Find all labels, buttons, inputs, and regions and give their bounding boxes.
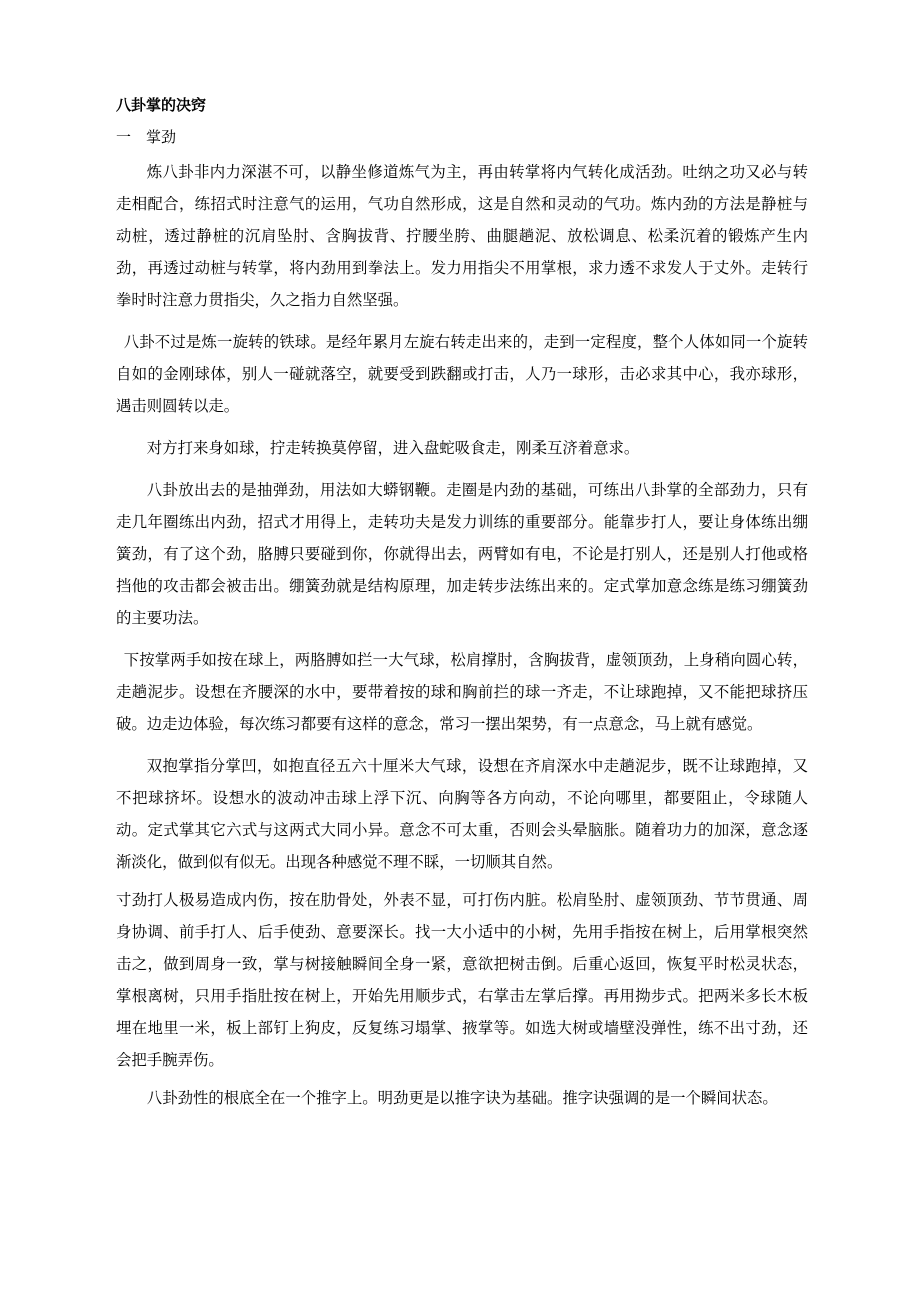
section-heading: 一 掌劲 [116, 128, 177, 146]
document-title: 八卦掌的决窍 [116, 96, 207, 114]
paragraph-press-palm: 下按掌两手如按在球上，两胳膊如拦一大气球，松肩撑肘，含胸拔背，虚领顶劲，上身稍向圆心转，走趟泥步。设想在齐腰深的水中，要带着按的球和胸前拦的球一齐走，不让球跑掉，又不能把球挤压破。边走边体验，每次练习都要有这样的意念，常习一摆出架势，有一点意念，马上就有感觉。 [116, 651, 808, 733]
paragraph-inch-force: 寸劲打人极易造成内伤，按在肋骨处，外表不显，可打伤内脏。松肩坠肘、虚领顶劲、节节贯通、周身协调、前手打人、后手使劲、意要深长。找一大小适中的小树，先用手指按在树上，后用掌根突然击之，做到周身一致，掌与树接触瞬间全身一紧，意欲把树击倒。后重心返回，恢复平时松灵状态，掌根离树，只用手指肚按在树上，开始先用顺步式，右掌击左掌后撑。再用拗步式。把两米多长木板埋在地里一米，板上部钉上狗皮，反复练习塌掌、掖掌等。如选大树或墙壁没弹性，练不出寸劲，还会把手腕弄伤。 [116, 891, 808, 1069]
document-body [116, 92, 808, 1114]
paragraph-spring-force: 八卦放出去的是抽弹劲，用法如大蟒钢鞭。走圈是内劲的基础，可练出八卦掌的全部劲力，只有走几年圈练出内劲，招式才用得上，走转功夫是发力训练的重要部分。能靠步打人，要让身体练出绷簧劲，有了这个劲，胳膊只要碰到你，你就得出去，两臂如有电，不论是打别人，还是别人打他或格挡他的攻击都会被击出。绷簧劲就是结构原理，加走转步法练出来的。定式掌加意念练是练习绷簧劲的主要功法。 [116, 481, 808, 627]
paragraph-iron-ball: 八卦不过是炼一旋转的铁球。是经年累月左旋右转走出来的，走到一定程度，整个人体如同一个旋转自如的金刚球体，别人一碰就落空，就要受到跌翻或打击，人乃一球形，击必求其中心，我亦球形，遇击则圆转以走。 [116, 333, 808, 415]
paragraph-neijin-training: 炼八卦非内力深湛不可，以静坐修道炼气为主，再由转掌将内气转化成活劲。吐纳之功又必与转走相配合，练招式时注意气的运用，气功自然形成，这是自然和灵动的气功。炼内劲的方法是静桩与动桩，透过静桩的沉肩坠肘、含胸拔背、拧腰坐胯、曲腿趟泥、放松调息、松柔沉着的锻炼产生内劲，再透过动桩与转掌，将内劲用到拳法上。发力用指尖不用掌根，求力透不求发人于丈外。走转行拳时时注意力贯指尖，久之指力自然坚强。 [116, 163, 808, 309]
paragraph-push-principle: 八卦劲性的根底全在一个推字上。明劲更是以推字诀为基础。推字诀强调的是一个瞬间状态。 [146, 1089, 778, 1107]
paragraph-double-hold-palm: 双抱掌指分掌凹，如抱直径五六十厘米大气球，设想在齐肩深水中走趟泥步，既不让球跑掉，又不把球挤坏。设想水的波动冲击球上浮下沉、向胸等各方向动，不论向哪里，都要阻止，令球随人动。定式掌其它六式与这两式大同小异。意念不可太重，否则会头晕脑胀。随着功力的加深，意念逐渐淡化，做到似有似无。出现各种感觉不理不睬，一切顺其自然。 [116, 757, 808, 871]
paragraph-verse: 对方打来身如球，拧走转换莫停留，进入盘蛇吸食走，刚柔互济着意求。 [146, 439, 640, 457]
